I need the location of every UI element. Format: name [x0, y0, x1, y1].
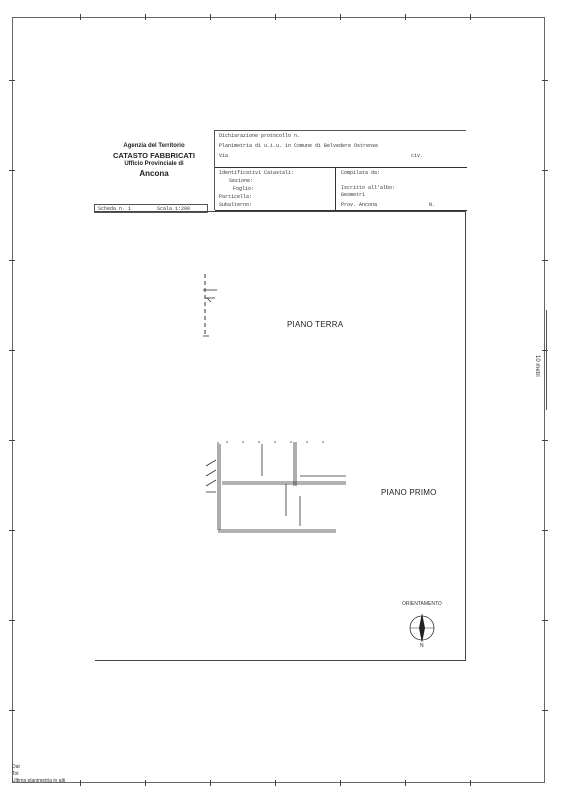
agency-block	[98, 142, 210, 178]
ground-floor-label: PIANO TERRA	[287, 320, 344, 329]
foglio-label: Foglio:	[233, 186, 255, 192]
iscritto-label: Iscritto all'albo:	[341, 185, 396, 191]
subalterno-label: Subalterno:	[219, 202, 253, 208]
compilata-label: Compilata da:	[341, 170, 381, 176]
footer-dat: Dat	[12, 764, 20, 770]
protocol-line: Dichiarazione protocollo n.	[219, 133, 301, 139]
planimetry-line: Planimetria di u.i.u. in Comune di Belvedere Ostrense	[219, 143, 379, 149]
street-label: Via	[219, 153, 229, 159]
number-label: N.	[429, 202, 436, 208]
particella-label: Particella:	[219, 194, 253, 200]
ids-title: Identificativi Catastali:	[219, 170, 295, 176]
footer-tot: Tot	[12, 771, 19, 777]
compass-icon	[407, 610, 439, 648]
info-table	[214, 130, 466, 210]
civic-label: civ.	[411, 153, 424, 159]
agency-name: Agenzia del Territorio	[123, 143, 185, 149]
sheet-number: Scheda n. 1	[98, 206, 132, 212]
side-scale-label: 10 metri	[534, 355, 540, 377]
office-name: Ufficio Provinciale di	[124, 161, 184, 167]
svg-text:N: N	[420, 643, 424, 648]
footer-note: Ultima planimetria in atti	[12, 778, 66, 784]
scale-label: Scala 1:200	[157, 206, 191, 212]
first-floor-sketch	[196, 436, 348, 536]
side-scale-line	[546, 310, 547, 410]
sezione-label: Sezione:	[229, 178, 254, 184]
first-floor-label: PIANO PRIMO	[381, 488, 437, 497]
ground-floor-sketch	[195, 270, 225, 340]
orientation-label: ORIENTAMENTO	[402, 601, 442, 607]
city-name: Ancona	[139, 169, 169, 178]
prov-label: Prov. Ancona	[341, 202, 378, 208]
profession-label: Geometri	[341, 192, 366, 198]
catasto-title: CATASTO FABBRICATI	[113, 151, 195, 160]
